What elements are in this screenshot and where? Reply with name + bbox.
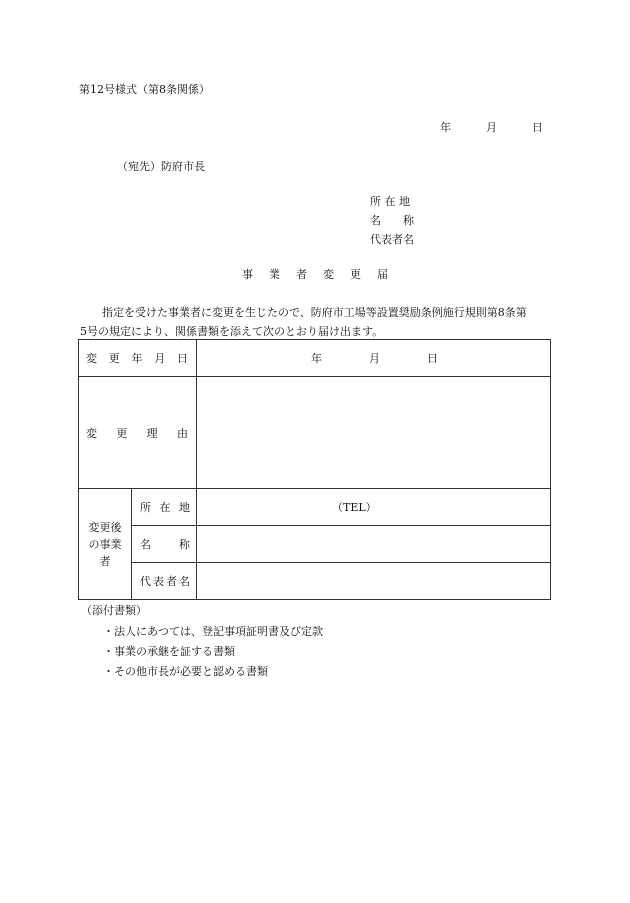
addressee: （宛先）防府市長 [117, 160, 205, 173]
attachments-heading: （添付書類） [81, 604, 147, 617]
title-char: 業 [269, 268, 280, 281]
applicant-representative-label: 代表者名 [370, 233, 414, 246]
title-char: 届 [377, 268, 388, 281]
applicant-address-label: 所 在 地 [370, 195, 410, 208]
table-row [79, 526, 551, 563]
title-char: 更 [350, 268, 361, 281]
tel-label: （TEL） [332, 501, 377, 514]
title-char: 事 [242, 268, 253, 281]
body-text [80, 303, 560, 341]
representative-label: 代 表 者 名 [132, 563, 197, 600]
change-reason-label: 変 更 理 由 [79, 377, 197, 489]
name-label: 名 称 [132, 526, 197, 563]
document-title [0, 266, 630, 282]
table-row [79, 340, 551, 377]
change-reason-field[interactable] [197, 377, 551, 489]
list-item: ・事業の承継を証する書類 [103, 645, 235, 658]
title-char: 者 [296, 268, 307, 281]
table-row [79, 563, 551, 600]
table-row [79, 489, 551, 526]
address-label: 所 在 地 [132, 489, 197, 526]
body-text-line: 5号の規定により、関係書類を添えて次のとおり届け出ます。 [80, 325, 384, 338]
change-date-label: 変 更 年 月 日 [79, 340, 197, 377]
submission-date [440, 119, 543, 135]
month-label: 月 [369, 352, 380, 365]
form-number: 第12号様式（第8条関係） [79, 83, 210, 96]
year-label: 年 [311, 352, 322, 365]
table-row [79, 377, 551, 489]
month-label: 月 [486, 121, 497, 134]
name-field[interactable] [197, 526, 551, 563]
representative-field[interactable] [197, 563, 551, 600]
address-field[interactable] [197, 489, 551, 526]
list-item: ・その他市長が必要と認める書類 [103, 665, 268, 678]
attachments-list [103, 622, 323, 682]
change-form-table [78, 339, 551, 600]
body-text-line: 指定を受けた事業者に変更を生じたので、防府市工場等設置奨励条例施行規則第8条第 [102, 306, 527, 319]
applicant-name-label: 名 称 [370, 214, 414, 227]
after-change-label: 変更後 の事業 者 [79, 489, 132, 600]
change-date-field[interactable] [197, 340, 551, 377]
list-item: ・法人にあつては、登記事項証明書及び定款 [103, 625, 323, 638]
year-label: 年 [440, 121, 451, 134]
title-char: 変 [323, 268, 334, 281]
day-label: 日 [427, 352, 438, 365]
applicant-block [370, 192, 414, 249]
day-label: 日 [532, 121, 543, 134]
